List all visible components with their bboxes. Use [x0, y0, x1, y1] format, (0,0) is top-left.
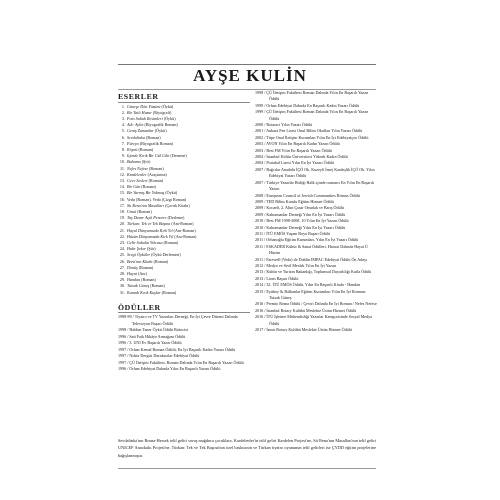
- oduller-list-left: [118, 314, 250, 373]
- eser-number: 19.: [119, 215, 125, 221]
- eser-title: Sit Rena'nın Masalları: [127, 202, 165, 208]
- eser-number: 11.: [120, 165, 125, 171]
- eser-title: Babama: [127, 159, 141, 165]
- eser-number: 31.: [119, 289, 125, 295]
- eser-type: (Deneme): [170, 153, 187, 159]
- eser-type: (Şiir): [147, 246, 156, 252]
- eser-number: 12.: [119, 171, 125, 177]
- eser-title: Sevdalinka: [127, 134, 145, 140]
- eser-title: Kardelenler: [127, 171, 147, 177]
- award-item: 2004 / Portakal Lisesi Yılın En İyi Yazarı Ödülü: [255, 160, 334, 166]
- award-item: 2013 / Kültür ve Turizm Bakanlığı, Toplumsal Duyarlılığı Kutla Ödülü: [255, 269, 372, 275]
- eser-title: Foto Sabah Resimleri: [127, 116, 163, 121]
- award-item: 1997 / Nokta Dergisi Duraksızlar Edebiyat Ödülü: [118, 353, 200, 359]
- eser-type: (Roman): [141, 277, 156, 283]
- eser-number: 25.: [119, 252, 125, 258]
- eser-type: (Şiir): [141, 159, 151, 165]
- eser-number: 21.: [119, 227, 125, 233]
- left-column: [118, 92, 250, 373]
- award-item: 2007 / Bağcılar Anadolu İÇÖ Ok. Kuzeyli İnsej Kardeşlik İÇÖ Ok. Yılın Edebiyat Yazarı Ödülü: [255, 166, 375, 179]
- eser-number: 24.: [119, 246, 125, 252]
- eser-title: Gelir Sabaha Yolcusu: [127, 240, 163, 246]
- eser-number: 6.: [121, 134, 125, 140]
- eser-type: (Biyografik Roman): [144, 122, 178, 128]
- eser-title: Umut: [127, 209, 137, 215]
- eser-number: 10.: [119, 159, 125, 165]
- award-item: 2011 / İTÜ EMÖS Yaşam Boyu Başarı Ödülü: [255, 230, 330, 236]
- eser-type: (Roman): [146, 134, 161, 140]
- eser-type: (Roman): [149, 165, 164, 171]
- eser-title: Tutsak Güneş: [127, 283, 150, 289]
- award-item: 2000 / Rotaract Yılın Yazarı Ödülü: [255, 122, 313, 128]
- eser-number: 3.: [121, 116, 125, 121]
- eser-title: Hayat: [127, 271, 138, 277]
- eser-number: 8.: [121, 147, 125, 153]
- eser-type: (Roman): [150, 283, 165, 289]
- award-item: 1996 / Sait Faik Hikâye Armağanı Ödülü: [118, 333, 186, 339]
- eser-number: 26.: [119, 258, 125, 264]
- eser-number: 29.: [119, 277, 125, 283]
- eser-type: (Roman): [138, 264, 154, 270]
- eser-title: Dönüş: [127, 264, 138, 270]
- award-item: 1997 / Orhan Kemal Roman Ödülü, En İyi Başarılı Kadın Yazarı Ödülü: [118, 346, 236, 352]
- award-item: 2009 / Kocaeli, 2. Altın Çınar Onurlak ve Barış Ödülü: [255, 205, 344, 211]
- eser-type: (Araştırma): [147, 171, 167, 177]
- eser-number: 18.: [119, 209, 125, 215]
- eser-title: Köprü: [127, 147, 138, 153]
- eser-type: (Öykü): [161, 103, 174, 109]
- award-item: 2003 / AVON Yılın En Başarılı Kadın Yazarı Ödülü: [255, 141, 340, 147]
- eser-number: 27.: [119, 264, 125, 270]
- eser-title: Hüzün Dünyamızda Kırk Yıl: [127, 233, 174, 239]
- eser-type: (Öykü): [163, 116, 176, 121]
- award-item: 2004 / İstanbul Kültür Üniversitesi Yüksek Kadın Ödülü: [255, 154, 348, 160]
- award-item: 2011 / Orhanoğlu Eğitim Kurumları, Yılın En İyi Yazarı Ödülü: [255, 237, 359, 243]
- award-item: 2001 / Ankara Fen Lisesi Onul Bilim Okulları Yılın Yazarı Ödülü: [255, 128, 363, 134]
- page-title: AYŞE KULİN: [193, 66, 307, 85]
- eser-type: (Roman): [138, 147, 154, 153]
- eser-number: 22.: [119, 233, 125, 239]
- eser-type: (Öykü): [154, 128, 167, 134]
- award-item: 1988-89 / Tiyatro ve TV Yazarları Derneği, En İyi Çevre Düzeni Dalında Televizyon Başarı Ödülü: [118, 314, 238, 326]
- eser-title: Bir Varmış Bir Yokmuş: [127, 190, 165, 196]
- award-item: 2010 / Best FM 1998-2008, 10 Yılın En İyi Yazarı Ödülü: [255, 218, 349, 224]
- award-item: 2016 / İstanbul Rotary Kulübü Meslekte Üstün Hizmet Ödülü: [255, 307, 357, 313]
- eser-number: 9.: [121, 153, 125, 159]
- eserler-heading: ESERLER: [118, 92, 159, 101]
- eser-type: (Biyografi): [152, 109, 172, 115]
- right-column: [255, 90, 377, 333]
- eser-title: Taş Duvar Açık Pencere: [127, 215, 167, 221]
- eser-type: (Biyografik Roman): [139, 140, 174, 146]
- eserler-rule: [118, 102, 250, 103]
- award-item: 2011 / ESKADER Kültür & Sanat Ödülleri, Hatırat Dalında Hayat Ü Hüzün: [255, 243, 368, 256]
- oduller-heading: ÖDÜLLER: [118, 302, 161, 312]
- eser-title: Füreya: [127, 140, 139, 146]
- eser-type: (Roman): [137, 209, 152, 215]
- eser-title: Gece Sesleri: [127, 178, 148, 184]
- eser-type: (Roman): [161, 289, 177, 295]
- eser-number: 2.: [121, 109, 125, 115]
- award-item: 2009 / TED Bilim Kurulu Eğitim Hizmet Ödülü: [255, 198, 334, 204]
- eser-number: 17.: [119, 202, 125, 208]
- award-item: 2002 / Tüpe Onul İletişim Kurumları Yılın En İyi Edebiyatçısı Ödülü: [255, 134, 369, 140]
- eser-number: 23.: [119, 240, 125, 246]
- bottom-rule: [118, 468, 376, 469]
- eser-title: Hayal Dünyamızda Kırk Yıl: [127, 227, 173, 233]
- eser-number: 14.: [119, 184, 125, 190]
- eser-type: (Öykü Derlemesi): [151, 252, 181, 258]
- award-item: 1996 / Orhan Edebiyat Dalında Yılın En Başarılı Yazarı Ödülü: [118, 366, 221, 372]
- eser-type: (Çocuk Kitabı): [165, 202, 190, 208]
- eser-number: 15.: [119, 190, 125, 196]
- award-item: 2017 / İzmir Rotary Kulübü Meslekte Üstün Hizmet Ödülü: [255, 327, 352, 333]
- award-item: 2012 / Medya ve Sivil Meslek Yılın En İyi Yazarı: [255, 262, 337, 268]
- eser-number: 5.: [121, 128, 125, 134]
- eser-title: Handan: [127, 277, 141, 283]
- eser-type: (Roman): [153, 258, 169, 264]
- eser-title: İçimde Kırık Bir Gül Gibi: [127, 153, 170, 159]
- eser-type: (Roman): [163, 240, 179, 246]
- award-item: 1998 / ÇÜ İletişim Fakültesi Roman Dalında Yılın En Başarılı Yazarı Ödülü: [255, 90, 369, 102]
- eser-type: (Roman), Veda (Çizgi Roman): [136, 196, 187, 202]
- eserler-list: [118, 104, 250, 296]
- eser-number: 4.: [121, 122, 125, 128]
- eser-title: Hıdır Şeker: [127, 246, 146, 252]
- eser-title: Türkan: Tek ve Tek Başına: [127, 221, 171, 227]
- eser-type: (Anı-Roman): [174, 233, 197, 239]
- award-item: 1999 / Orhan Edebiyat Dalında En Başarılı Kadın Yazarı Ödülü: [255, 102, 360, 108]
- eser-number: 28.: [119, 271, 125, 277]
- award-item: 2010 / Kahramanlar Derneği Yılın En İyi Yazarı Ödülü: [255, 224, 346, 230]
- eser-title: Bir Tatlı Huzur: [127, 109, 152, 115]
- eser-number: 20.: [119, 221, 125, 227]
- eser-number: 1.: [121, 103, 125, 109]
- award-item: 2013 / Lions Başarı Ödülü: [255, 275, 299, 281]
- award-item: 1996 / 3. UNI Ev Başarılı Yazar Ödülü: [118, 340, 182, 346]
- award-item: 2015 / Eyüboy & Balkanlar Eğitim Kurumları Yılın En İyi Romanı: Tutsak Güneş: [255, 288, 367, 300]
- eser-type: (Anı-Roman): [173, 227, 196, 233]
- eser-title: Veda: [127, 196, 135, 202]
- award-item: 2007 / Türkiye Yazarlar Birliği Halk içinde romancı En Yılın En Başarılı Yazarı: [255, 179, 375, 192]
- award-item: 2016 / İTÜ İşletme Mühendisliği Yazarlar Kategorisinde Sosyal Medya Ödülü: [255, 314, 372, 326]
- eser-number: 7.: [121, 140, 125, 146]
- eser-type: (Öykü): [165, 190, 178, 196]
- eser-title: Nefes Nefese: [127, 165, 149, 171]
- eser-title: Sevgi Öyküler: [127, 252, 151, 258]
- award-item: 1998 / Haldun Taner Öykü Ödülü Birincisi: [118, 327, 189, 333]
- award-item: 2008 / European Council of Jewish Communities Ritmus Ödülü: [255, 192, 360, 198]
- award-item: 2003 / Best FM Yılın En Başarılı Yazarı Ödülü: [255, 147, 332, 153]
- eser-number: 16.: [119, 196, 125, 202]
- oduller-list-right: [255, 90, 377, 333]
- award-item: 1997 / ÇÜ İletişim Fakültesi, Roman Dalında Yılın En Başarılı Yazarı Ödülü: [118, 359, 244, 365]
- award-item: 2009 / Kahramanlar Derneği Yılın En İyi Yazarı Ödülü: [255, 211, 346, 217]
- eser-title: Geniş Zamanlar: [127, 128, 154, 134]
- award-item: 2016 / Premio Roma Ödülü / Çeviri Dalında En İyi Roman / Nefes Nefese: [255, 301, 377, 307]
- eser-title: Adı: Aylin: [127, 122, 144, 128]
- donation-note: Sevdalinka'nın Bosna-Hersek telif geliri savaş mağduru çocuklara, Kardelenler'in telif geliri Kardelen Projesi'ne, Sit Rena'nın Masalları'nın telif geliri UNICEF Anaokulu Projesi'ne, Türkan: Tek ve Tek Başına'nın özel baskısının ve Türkan tiyatro oyununun telif gelirleri ise ÇYDD eğitim projelerine bağışlanmıştır.: [118, 438, 376, 458]
- eser-title: Bir Gün: [127, 184, 141, 190]
- eser-type: (Roman): [148, 178, 164, 184]
- eser-title: Bora'nın Kitabı: [127, 258, 153, 264]
- eser-number: 30.: [119, 283, 125, 289]
- eser-number: 13.: [119, 178, 125, 184]
- eser-type: (Derleme): [167, 215, 185, 221]
- eser-title: Güneşe Dön Yüzünü: [127, 103, 161, 109]
- top-rule: [118, 64, 376, 65]
- award-item: 1999 / ÇÜ İletişim Fakültesi Roman Dalında Yılın En Başarılı Yazarı Ödülü: [255, 109, 369, 121]
- eser-type: (Anı-Roman): [171, 221, 194, 227]
- eser-type: (Anı): [138, 271, 147, 277]
- eser-title: Kanadı Kırık Kuşlar: [127, 289, 161, 295]
- oduller-rule: [118, 312, 250, 313]
- award-item: 2011 / Farewell (Veda) ile Dublin IMPAC Edebiyat Ödülü Ön Adayı: [255, 256, 368, 262]
- eser-type: (Roman): [141, 184, 156, 190]
- award-item: 2014 / 32. İTÜ EMÖS Ödülü, Yılın En Başarılı Kitabı - Handan: [255, 282, 361, 288]
